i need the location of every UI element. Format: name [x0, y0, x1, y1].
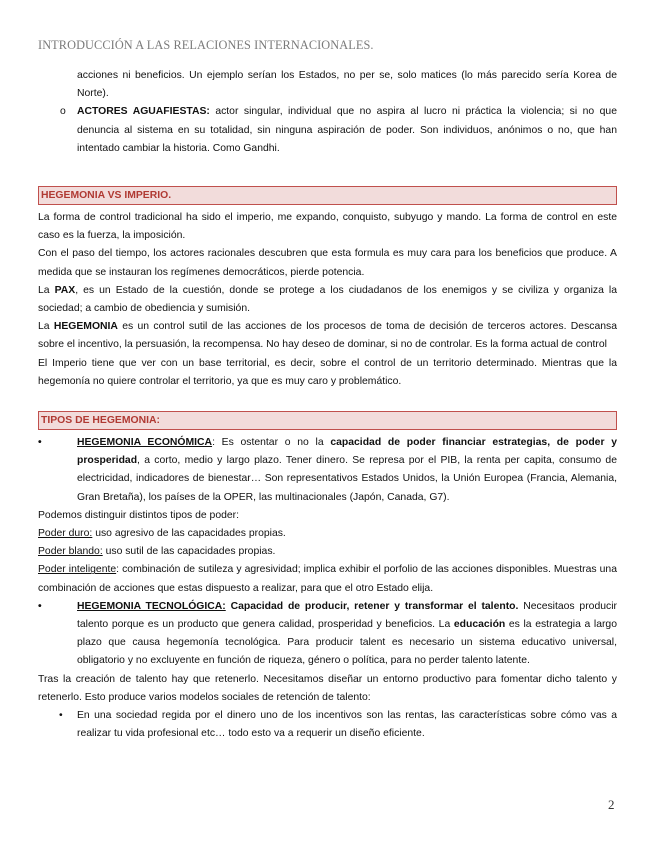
term-label: HEGEMONIA ECONÓMICA [77, 437, 213, 449]
paragraph: La forma de control tradicional ha sido el imperio, me expando, conquisto, subyugo y mando. La forma de control en este caso es la fuerza, la imposición. [38, 212, 617, 242]
term-label: Poder inteligente [38, 564, 117, 576]
page-number: 2 [608, 797, 615, 812]
paragraph-pax: La PAX, es un Estado de la cuestión, donde se protege a los ciudadanos de los enemigos y se civiliza y organiza la sociedad; a cambio de obediencia y sumisión. [38, 284, 617, 315]
bullet: • [38, 437, 42, 449]
bullet: • [38, 600, 42, 612]
list-item-hegemonia-tecnologica: • HEGEMONIA TECNOLÓGICA: Capacidad de producir, retener y transformar el talento. Necesitaos producir talento porque es un producto que genera calidad, prosperidad y beneficios. La educación es la estrategia a largo plazo que causa hegemonía tecnológica. Para producir talent es necesario un sistema educativo universal, obligatorio y no excluyente en función de riqueza, género o política, para no perder talento latente. [38, 598, 617, 671]
paragraph: Podemos distinguir distintos tipos de poder: [38, 509, 239, 521]
paragraph: El Imperio tiene que ver con un base territorial, es decir, sobre el control de un territorio determinado. Mientras que la hegemonía no quiere controlar el territorio, ya que es muy caro y problemático. [38, 357, 617, 387]
poder-blando: Poder blando: uso sutil de las capacidades propias. [38, 546, 276, 558]
poder-inteligente: Poder inteligente: combinación de sutileza y agresividad; implica exhibir el porfolio de las acciones disponibles. Muestras una combinación de acciones que estas dispuesto a realizar, para que el otro Estado elija. [38, 564, 617, 594]
term-educacion: educación [453, 619, 506, 631]
page-body [38, 67, 617, 744]
section-heading-tipos-de-hegemonia: TIPOS DE HEGEMONIA: [38, 411, 617, 430]
section-heading-hegemonia-vs-imperio: HEGEMONIA VS IMPERIO. [38, 186, 617, 205]
term-hegemonia: HEGEMONIA [53, 321, 118, 333]
continued-paragraph: acciones ni beneficios. Un ejemplo serían los Estados, no per se, solo matices (lo más parecido sería Korea de Norte). [77, 70, 617, 100]
term-pax: PAX [54, 284, 76, 296]
bullet: • [59, 710, 63, 722]
circle-bullet: o [60, 106, 66, 118]
term-label: Poder blando: [38, 546, 103, 558]
list-item-sub: • En una sociedad regida por el dinero uno de los incentivos son las rentas, las características sobre cómo vas a realizar tu vida profesional etc… todo esto va a requerir un diseño eficiente. [38, 707, 617, 743]
term-label: ACTORES AGUAFIESTAS: [77, 106, 210, 118]
term-text: actor singular, individual que no aspira al lucro ni práctica la violencia; si no que denuncia al sistema en su totalidad, sin ninguna aspiración de poder. Son individuos, anónimos o no, que han intentado cambiar la historia. Como Gandhi. [77, 106, 617, 154]
term-label: HEGEMONIA TECNOLÓGICA: [77, 600, 226, 612]
running-header: INTRODUCCIÓN A LAS RELACIONES INTERNACIONALES. [38, 38, 374, 52]
list-item-actores-aguafiestas [38, 103, 617, 158]
poder-duro: Poder duro: uso agresivo de las capacidades propias. [38, 528, 286, 540]
paragraph: Con el paso del tiempo, los actores racionales descubren que esta formula es muy cara para los beneficios que produce. A medida que se instauran los regímenes democráticos, pierde potencia. [38, 248, 617, 278]
paragraph: Tras la creación de talento hay que retenerlo. Necesitamos diseñar un entorno productivo para fomentar dicho talento y retenerlo. Esto produce varios modelos sociales de retención de talento: [38, 673, 617, 703]
term-label: Poder duro: [38, 528, 93, 540]
list-item-hegemonia-economica: • HEGEMONIA ECONÓMICA: Es ostentar o no la capacidad de poder financiar estrategias, de poder y prosperidad, a corto, medio y largo plazo. Tener dinero. Se represa por el PIB, la renta per capita, consumo de electricidad, indicadores de bienestar… Son representativos Estados Unidos, la Unión Europea (Francia, Alemania, Gran Bretaña), los países de la OPER, las multinacionales (Japón, Canada, G7). [38, 434, 617, 507]
paragraph-hegemonia: La HEGEMONIA es un control sutil de las acciones de los procesos de toma de decisión de terceros actores. Descansa sobre el incentivo, la persuasión, la recompensa. No hay deseo de dominar, si no de controlar. Es la forma actual de control [38, 321, 617, 351]
